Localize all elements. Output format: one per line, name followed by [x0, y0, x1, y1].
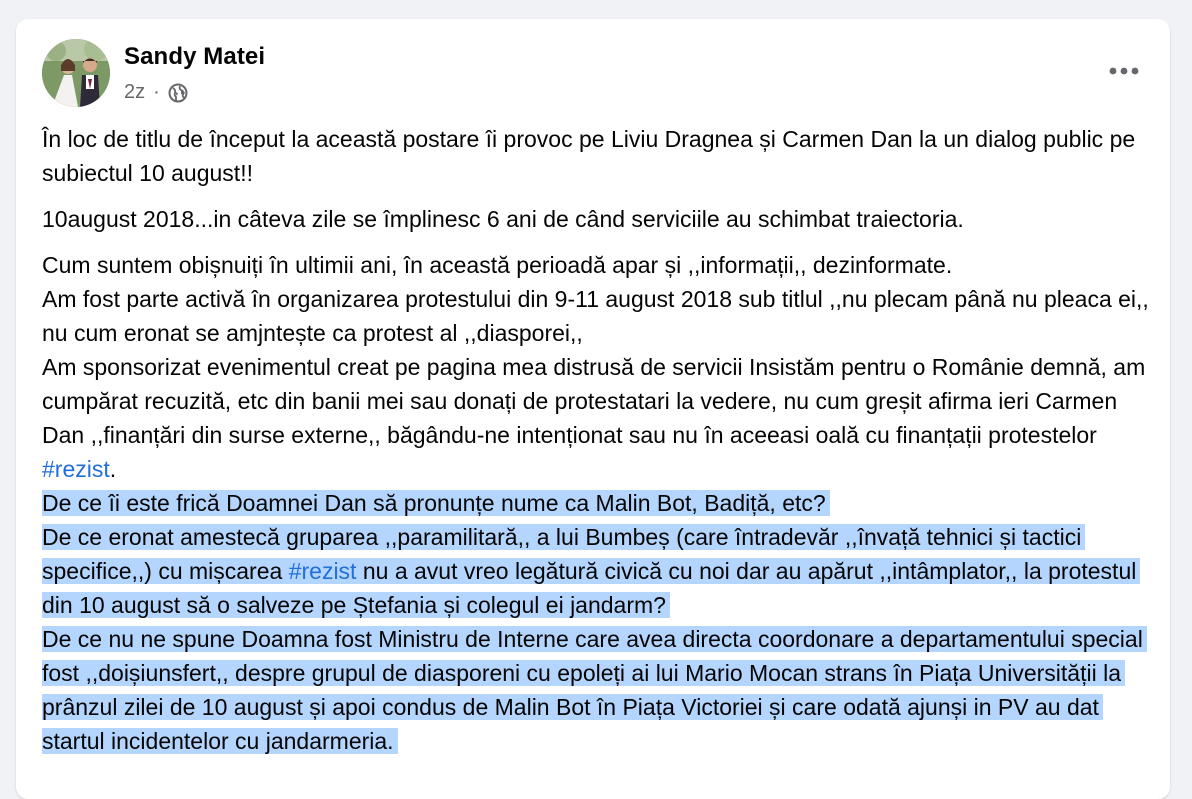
avatar[interactable]: [42, 39, 110, 107]
globe-icon[interactable]: [168, 83, 188, 103]
avatar-photo: [42, 39, 110, 107]
selected-text: De ce îi este frică Doamnei Dan să pronunțe nume ca Malin Bot, Badiță, etc?: [42, 490, 830, 516]
meta-separator: ·: [153, 81, 160, 103]
post-paragraph-intro: În loc de titlu de început la această postare îi provoc pe Liviu Dragnea și Carmen Dan la un dialog public pe subiectul 10 august!!: [42, 126, 1136, 186]
selected-text: De ce nu ne spune Doamna fost Ministru de Interne care avea directa coordonare a departamentului special fost ,,doișiunsfert,, despre grupul de diasporeni cu epoleți ai lui Mario Mocan strans în Piața Universității la prânzul zilei de 10 august și apoi condus de Malin Bot în Piața Victoriei și care odată ajunși in PV au dat startul incidentelor cu jandarmeria.: [42, 626, 1147, 754]
more-options-icon: [1109, 67, 1139, 75]
text-segment: .: [109, 456, 117, 482]
hashtag-link[interactable]: #rezist: [42, 456, 110, 482]
selected-text: [42, 524, 1140, 618]
post-body: [42, 122, 1152, 758]
hashtag-link[interactable]: #rezist: [288, 558, 357, 584]
post-meta: [124, 81, 188, 104]
more-options-button[interactable]: [1102, 53, 1146, 89]
text-segment: nu a avut vreo legătură civică cu noi dar au apărut ,,intâmplator,, la protestul din 10 august să o salveze pe Ștefania și colegul ei jandarm?: [42, 558, 1137, 618]
post-timestamp[interactable]: 2z: [124, 81, 146, 103]
post-paragraph-line: Am fost parte activă în organizarea protestului din 9-11 august 2018 sub titlul ,,nu plecam până nu pleaca ei,, nu cum eronat se amjntește ca protest al ,,diasporei,,: [42, 286, 1149, 346]
highlighted-question: [42, 486, 1152, 520]
highlighted-question: [42, 520, 1152, 622]
post-card: [16, 19, 1170, 799]
text-segment: De ce eronat amestecă gruparea ,,paramilitară,, a lui Bumbeș (care întradevăr ,,învață tehnici și tactici specifice,,) cu mișcarea: [42, 524, 1082, 584]
author-name[interactable]: Sandy Matei: [124, 43, 266, 70]
post-header: [16, 19, 1170, 119]
post-paragraph-line: Cum suntem obișnuiți în ultimii ani, în această perioadă apar și ,,informații,, dezinformate.: [42, 252, 953, 278]
post-paragraph-anniversary: 10august 2018...in câteva zile se împlinesc 6 ani de când serviciile au schimbat traiectoria.: [42, 206, 964, 232]
text-segment: Am sponsorizat evenimentul creat pe pagina mea distrusă de servicii Insistăm pentru o Românie demnă, am cumpărat recuzită, etc din banii mei sau donați de protestatari la vedere, nu cum greșit afirma ieri Carmen Dan ,,finanțări din surse externe,, băgându-ne intenționat sau nu în aceeasi oală cu finanțații protestelor: [42, 354, 1146, 448]
post-paragraph-line: [42, 350, 1152, 486]
highlighted-question: [42, 622, 1152, 758]
